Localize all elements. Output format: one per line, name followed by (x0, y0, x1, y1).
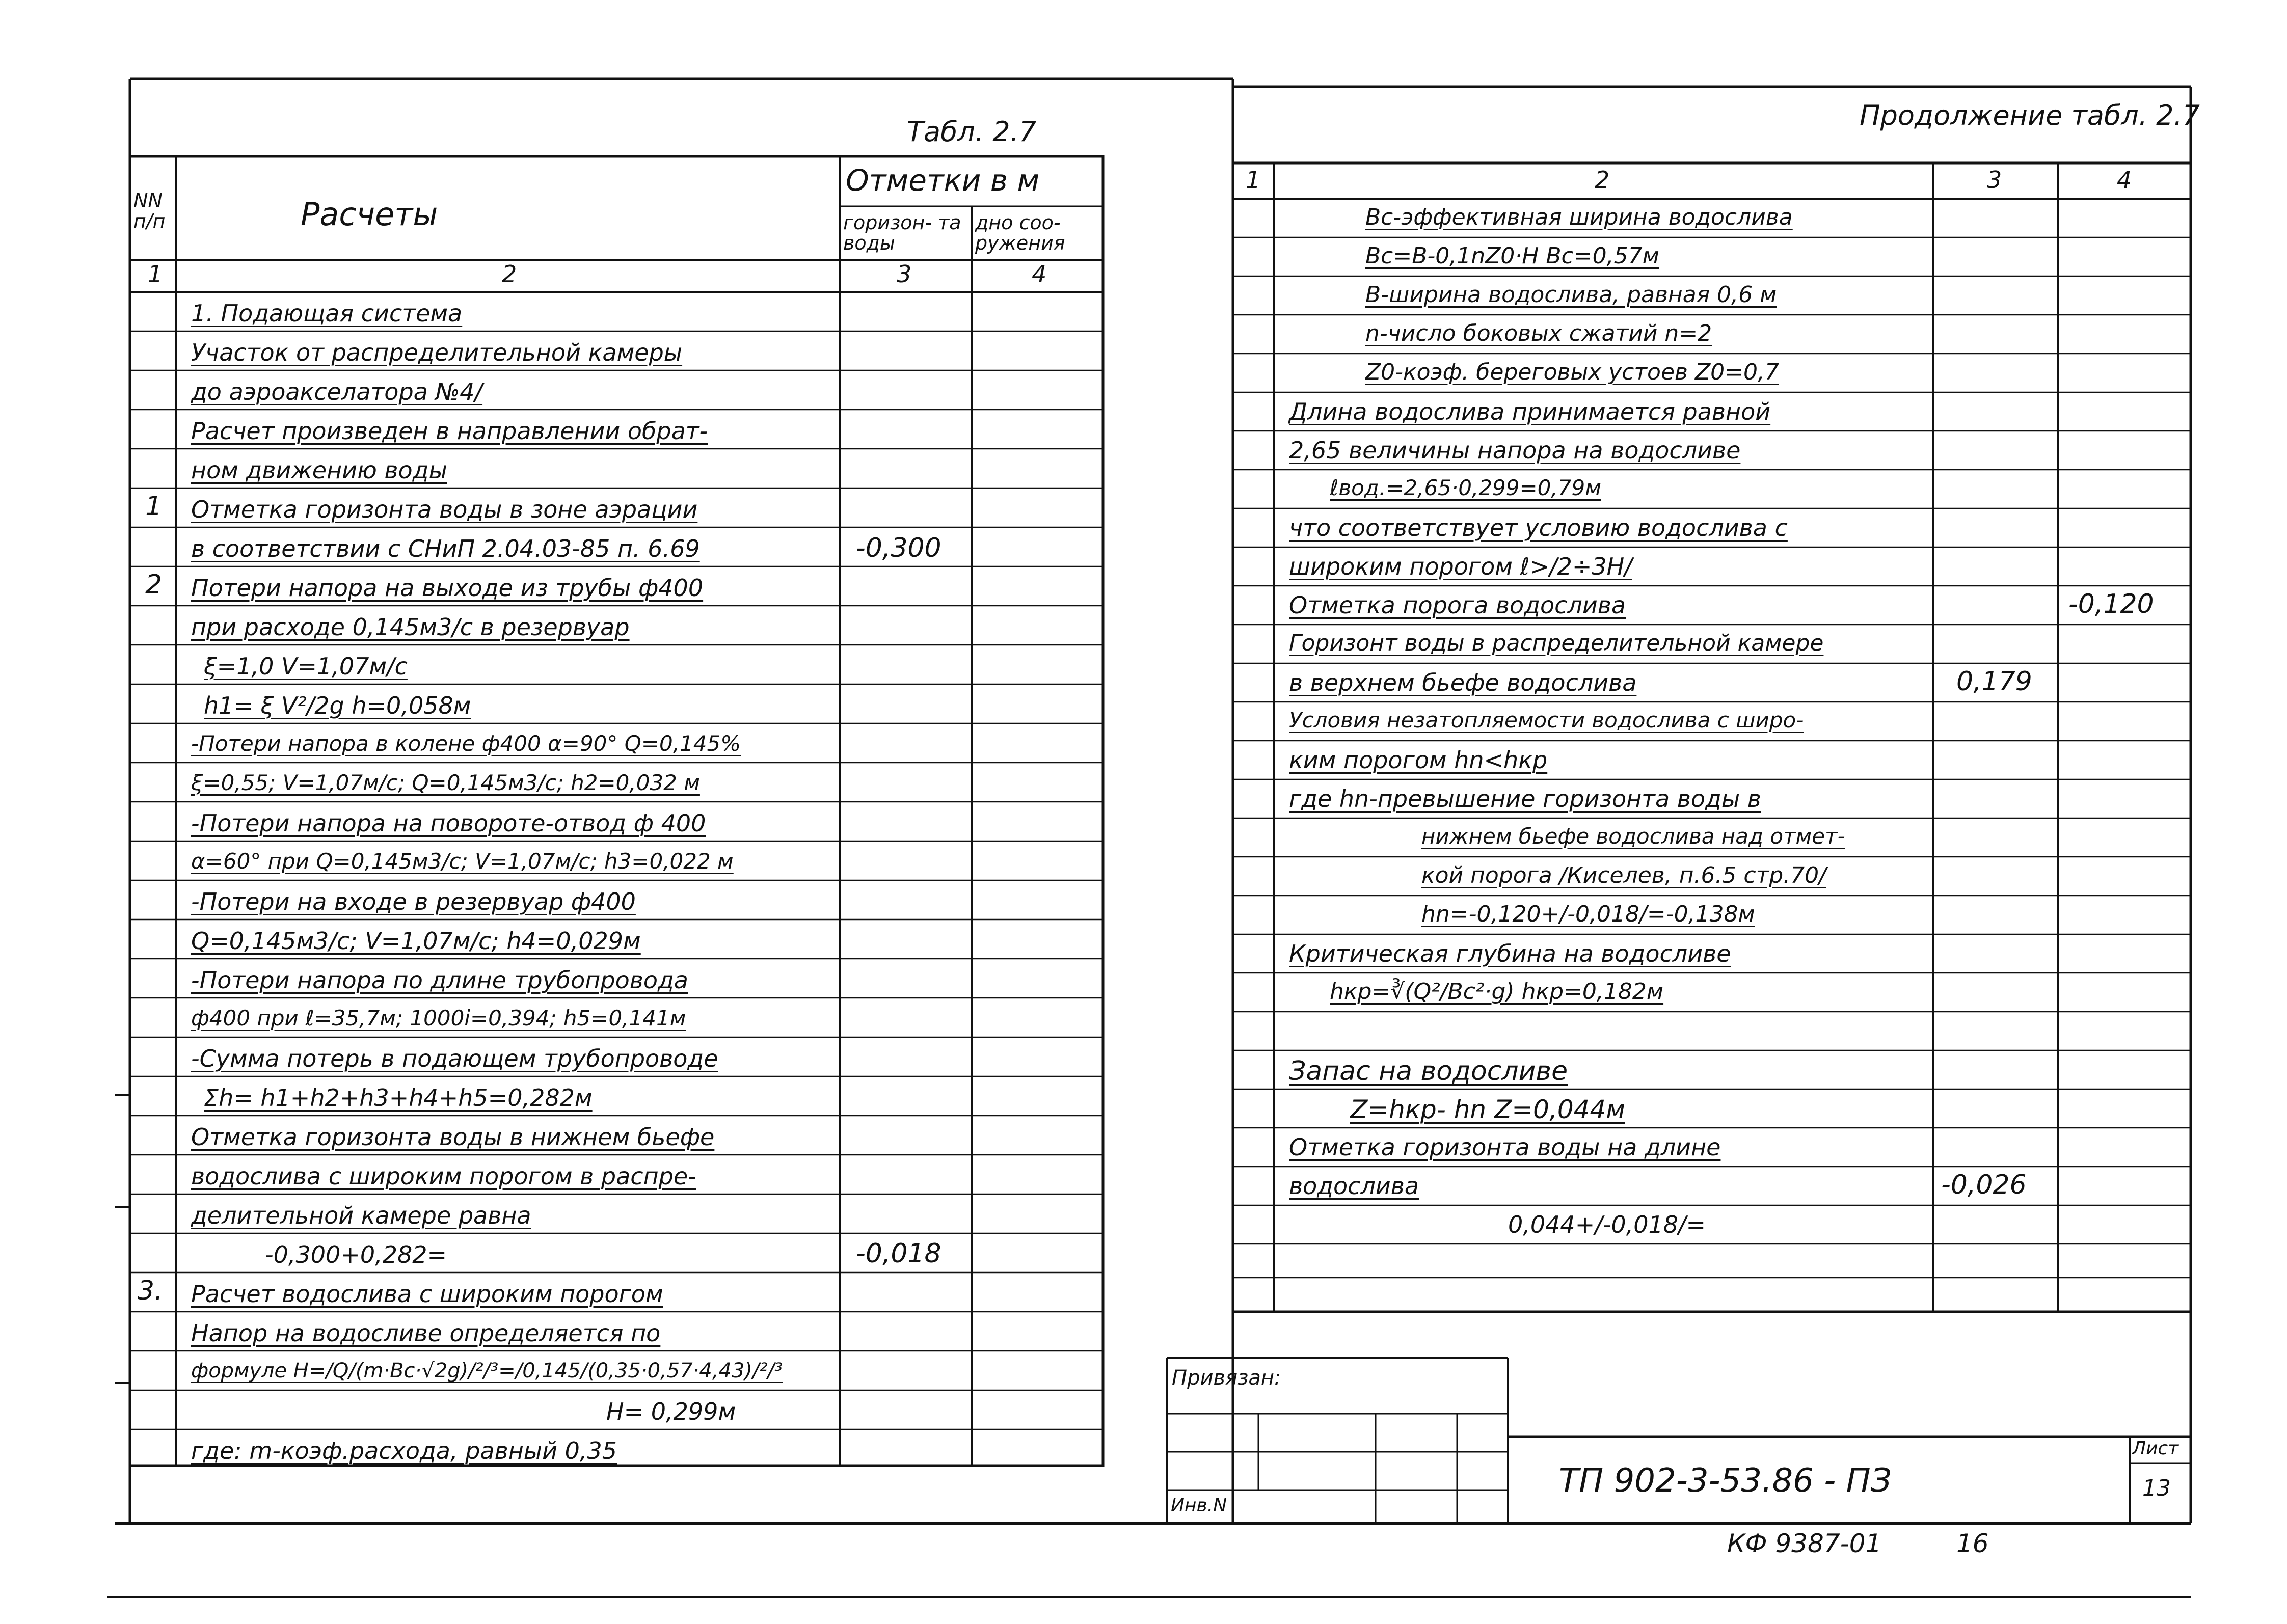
stamp-sheet-number: 13 (2142, 1475, 2171, 1501)
row-text: водослива (1289, 1172, 1419, 1200)
r-index-col-1: 1 (1246, 166, 1261, 194)
row-text: -Потери на входе в резервуар ф400 (191, 888, 636, 915)
row-text: Участок от распределительной камеры (191, 339, 683, 366)
row-text: -Потери напора в колене ф400 α=90° Q=0,145% (191, 731, 741, 756)
row-text: Отметка горизонта воды в зоне аэрации (191, 496, 698, 523)
water-level-value: -0,026 (1941, 1170, 2027, 1200)
r-index-col-4: 4 (2117, 166, 2132, 194)
row-text: -Потери напора на повороте-отвод ф 400 (191, 809, 706, 837)
row-text: Длина водослива принимается равной (1289, 398, 1771, 425)
row-text: Потери напора на выходе из трубы ф400 (191, 574, 704, 602)
stamp-inv-label: Инв.N (1171, 1495, 1227, 1516)
row-text: Расчет произведен в направлении обрат- (191, 417, 708, 445)
row-text: Напор на водосливе определяется по (191, 1319, 661, 1347)
row-text: h1= ξ V²/2g h=0,058м (204, 692, 471, 719)
row-text: что соответствует условию водослива с (1289, 514, 1788, 542)
row-text: -Потери напора по длине трубопровода (191, 966, 688, 994)
row-text: ф400 при ℓ=35,7м; 1000i=0,394; h5=0,141м (191, 1006, 686, 1031)
header-num: NN п/п (133, 190, 166, 232)
row-text: hкр=∛(Q²/Bc²·g) hкр=0,182м (1330, 979, 1664, 1005)
index-col-3: 3 (897, 260, 912, 288)
row-text: Условия незатопляемости водослива с широ- (1289, 708, 1804, 733)
row-text: в верхнем бьефе водослива (1289, 669, 1637, 696)
row-text: Горизонт воды в распределительной камере (1289, 630, 1824, 656)
row-text: Q=0,145м3/с; V=1,07м/с; h4=0,029м (191, 927, 641, 955)
row-text: нижнем бьефе водослива над отмет- (1421, 824, 1845, 849)
structure-bottom-value: -0,120 (2068, 589, 2154, 619)
stamp-bound-label: Привязан: (1172, 1366, 1281, 1390)
row-text: ким порогом hn<hкр (1289, 746, 1548, 774)
row-text: широким порогом ℓ>/2÷3H/ (1289, 553, 1632, 580)
row-text: Z0-коэф. береговых устоев Z0=0,7 (1365, 359, 1779, 385)
row-text: где hn-превышение горизонта воды в (1289, 785, 1761, 813)
row-text: ξ=0,55; V=1,07м/с; Q=0,145м3/с; h2=0,032 м (191, 770, 700, 795)
r-index-col-3: 3 (1987, 166, 2002, 194)
row-text: 2,65 величины напора на водосливе (1289, 437, 1741, 464)
row-text: Отметка горизонта воды в нижнем бьефе (191, 1123, 715, 1151)
row-text: -Сумма потерь в подающем трубопроводе (191, 1045, 718, 1072)
stamp-document-code: ТП 902-3-53.86 - ПЗ (1559, 1462, 1892, 1500)
row-text: Отметка горизонта воды на длине (1289, 1133, 1721, 1161)
header-water-level: горизон- та воды (843, 211, 961, 254)
row-text: Отметка порога водослива (1289, 591, 1626, 619)
header-calculations: Расчеты (301, 196, 438, 233)
row-text: ℓвод.=2,65·0,299=0,79м (1330, 475, 1601, 500)
row-text: формуле H=/Q/(m·Bc·√2g)/²/³=/0,145/(0,35·0,57·4,43)/²/³ (191, 1359, 783, 1383)
row-text: Расчет водослива с широким порогом (191, 1280, 663, 1308)
row-text: ном движению воды (191, 456, 447, 484)
row-text: Z=hкр- hn Z=0,044м (1350, 1095, 1625, 1124)
header-marks-group: Отметки в м (846, 163, 1040, 198)
right-table-title: Продолжение табл. 2.7 (1860, 99, 2200, 131)
row-text: Σh= h1+h2+h3+h4+h5=0,282м (204, 1084, 593, 1112)
water-level-value: 0,179 (1956, 666, 2032, 697)
row-text: до аэроакселатора №4/ (191, 378, 483, 405)
row-text: водослива с широким порогом в распре- (191, 1162, 696, 1190)
row-text: -0,300+0,282= (265, 1241, 447, 1268)
archive-number: КФ 9387-01 (1727, 1529, 1882, 1558)
row-num: 3. (138, 1276, 163, 1306)
row-text: H= 0,299м (606, 1398, 736, 1425)
water-level-value: -0,018 (856, 1238, 941, 1269)
index-col-2: 2 (502, 260, 517, 288)
row-text: Критическая глубина на водосливе (1289, 940, 1731, 967)
row-text: 0,044+/-0,018/= (1508, 1211, 1706, 1238)
row-text: при расходе 0,145м3/с в резервуар (191, 613, 630, 641)
stamp-sheet-label: Лист (2132, 1438, 2179, 1459)
row-text: hn=-0,120+/-0,018/=-0,138м (1421, 901, 1755, 927)
r-index-col-2: 2 (1595, 166, 1610, 194)
row-text: ξ=1,0 V=1,07м/с (204, 653, 408, 680)
row-text: Вс-эффективная ширина водослива (1365, 204, 1793, 230)
index-col-4: 4 (1032, 260, 1047, 288)
row-text: α=60° при Q=0,145м3/с; V=1,07м/с; h3=0,022 м (191, 849, 734, 874)
row-text: 1. Подающая система (191, 300, 463, 327)
page-number: 16 (1956, 1529, 1989, 1558)
row-num: 1 (145, 491, 163, 522)
row-text: в соответствии с СНиП 2.04.03-85 п. 6.69 (191, 535, 700, 562)
row-text: n-число боковых сжатий n=2 (1365, 320, 1712, 346)
row-num: 2 (145, 570, 163, 600)
row-text: где: m-коэф.расхода, равный 0,35 (191, 1437, 617, 1465)
row-text: делительной камере равна (191, 1202, 531, 1229)
row-text: Запас на водосливе (1289, 1056, 1568, 1087)
row-text: Вс=В-0,1nZ0·H Вс=0,57м (1365, 243, 1659, 269)
left-table-title: Табл. 2.7 (907, 116, 1037, 148)
water-level-value: -0,300 (856, 533, 941, 563)
row-text: кой порога /Киселев, п.6.5 стр.70/ (1421, 862, 1826, 888)
header-structure-bottom: дно соо- ружения (975, 211, 1065, 254)
row-text: В-ширина водослива, равная 0,6 м (1365, 282, 1777, 308)
index-col-1: 1 (148, 260, 163, 288)
